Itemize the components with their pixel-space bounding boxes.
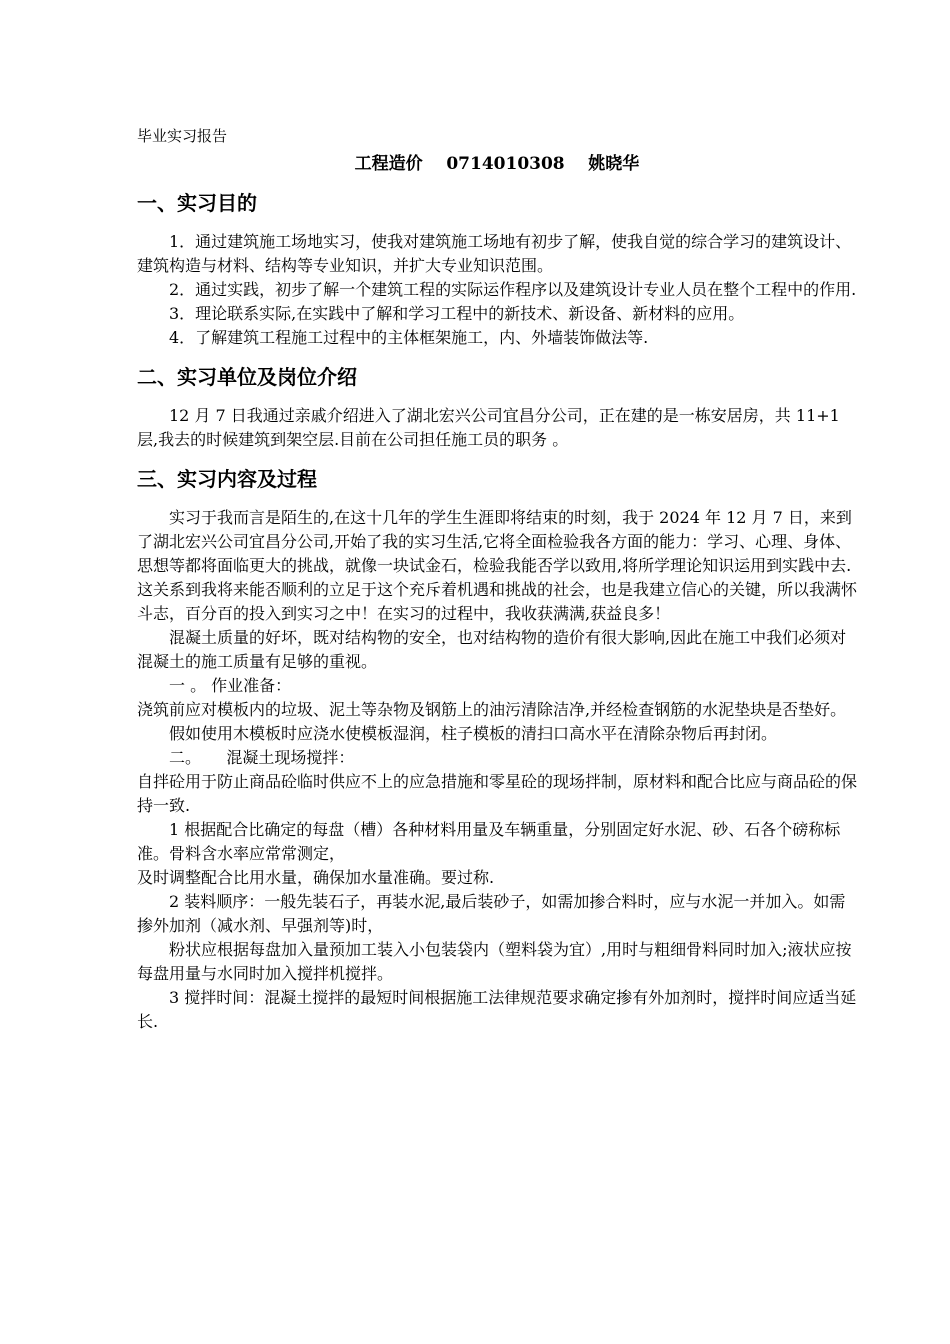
body-paragraph: 二。 混凝土现场搅拌： xyxy=(169,748,355,767)
body-paragraph: 实习于我而言是陌生的,在这十几年的学生生涯即将结束的时刻，我于 2024 年 12 月 7 日，来到了湖北宏兴公司宜昌分公司,开始了我的实习生活,它将全面检验我各方面的能力：学习、心理、身体、思想等都将面临更大的挑战，就像一块试金石，检验我能否学以致用,将所学理论知识运用到实践中去.这关系到我将来能否顺利的立足于这个充斥着机遇和挑战的社会，也是我建立信心的关键，所以我满怀斗志，百分百的投入到实习之中！在实习的过程中，我收获满满,获益良多！ xyxy=(137,508,858,623)
body-paragraph: 自拌砼用于防止商品砼临时供应不上的应急措施和零星砼的现场拌制，原材料和配合比应与商品砼的保持一致. xyxy=(137,772,858,815)
body-paragraph: 2．通过实践，初步了解一个建筑工程的实际运作程序以及建筑设计专业人员在整个工程中的作用. xyxy=(169,280,857,299)
section-heading: 二、实习单位及岗位介绍 xyxy=(137,365,357,389)
body-paragraph: 12 月 7 日我通过亲戚介绍进入了湖北宏兴公司宜昌分公司，正在建的是一栋安居房，共 11+1 层,我去的时候建筑到架空层.目前在公司担任施工员的职务 。 xyxy=(137,406,840,449)
body-paragraph: 1 根据配合比确定的每盘（槽）各种材料用量及车辆重量，分别固定好水泥、砂、石各个磅称标准。骨料含水率应常常测定， xyxy=(137,820,841,863)
body-paragraph: 3．理论联系实际,在实践中了解和学习工程中的新技术、新设备、新材料的应用。 xyxy=(169,304,745,323)
body-paragraph: 假如使用木模板时应浇水使模板湿润，柱子模板的清扫口高水平在清除杂物后再封闭。 xyxy=(169,724,778,743)
report-sections xyxy=(137,190,857,1034)
section-heading: 三、实习内容及过程 xyxy=(137,467,317,491)
section-heading: 一、实习目的 xyxy=(137,191,257,215)
document-body xyxy=(137,126,857,1034)
body-paragraph: 4．了解建筑工程施工过程中的主体框架施工，内、外墙装饰做法等. xyxy=(169,328,649,347)
author-line: 工程造价 0714010308 姚晓华 xyxy=(354,154,640,174)
body-paragraph: 一 。 作业准备： xyxy=(169,676,292,695)
body-paragraph: 粉状应根据每盘加入量预加工装入小包装袋内（塑料袋为宜）,用时与粗细骨料同时加入;液状应按每盘用量与水同时加入搅拌机搅拌。 xyxy=(137,940,852,983)
body-paragraph: 及时调整配合比用水量，确保加水量准确。要过称. xyxy=(137,868,495,887)
body-paragraph: 1．通过建筑施工场地实习，使我对建筑施工场地有初步了解，使我自觉的综合学习的建筑设计、建筑构造与材料、结构等专业知识，并扩大专业知识范围。 xyxy=(137,232,852,275)
body-paragraph: 2 装料顺序：一般先装石子，再装水泥,最后装砂子，如需加掺合料时，应与水泥一并加入。如需掺外加剂（减水剂、早强剂等)时， xyxy=(137,892,846,935)
body-paragraph: 3 搅拌时间：混凝土搅拌的最短时间根据施工法律规范要求确定掺有外加剂时，搅拌时间应适当延长. xyxy=(137,988,857,1031)
report-type-label: 毕业实习报告 xyxy=(137,127,228,145)
body-paragraph: 混凝土质量的好坏，既对结构物的安全，也对结构物的造价有很大影响,因此在施工中我们必须对混凝土的施工质量有足够的重视。 xyxy=(137,628,847,671)
body-paragraph: 浇筑前应对模板内的垃圾、泥土等杂物及钢筋上的油污清除洁净,并经检查钢筋的水泥垫块是否垫好。 xyxy=(137,700,847,719)
